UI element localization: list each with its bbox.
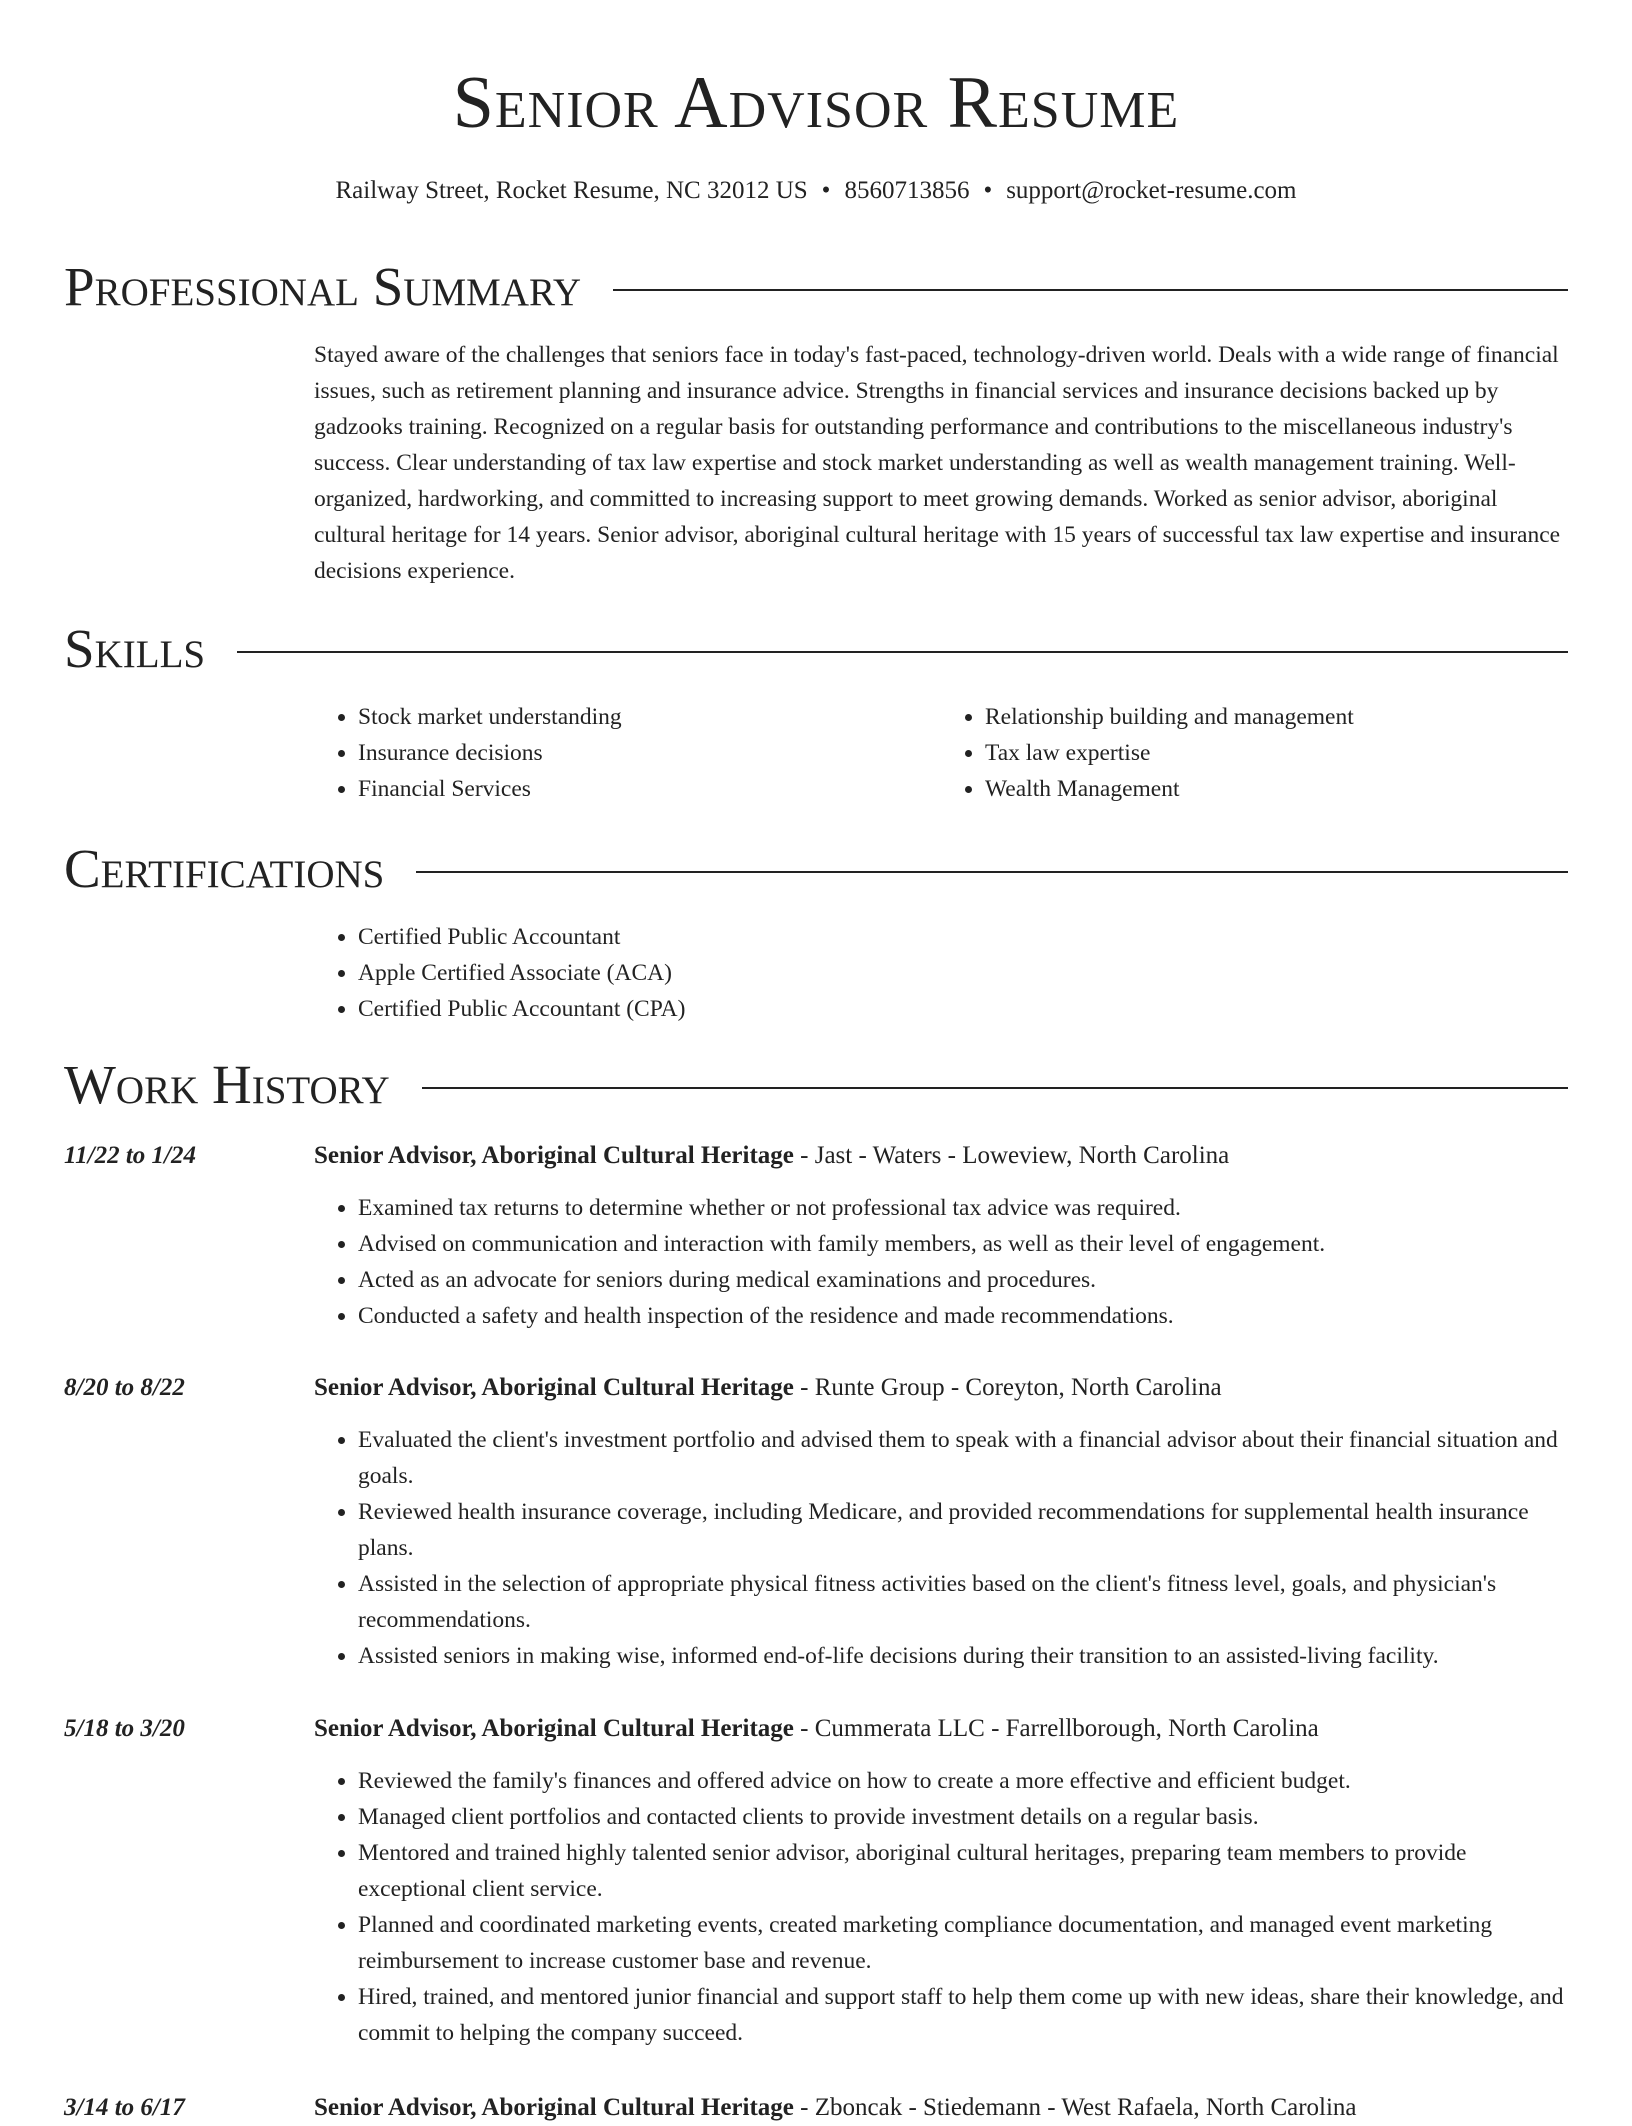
section-divider bbox=[237, 651, 1568, 653]
job-dates: 11/22 to 1/24 bbox=[64, 1142, 196, 1169]
job-task: • Hired, trained, and mentored junior financial and support staff to help them come up with new ideas, share their knowledge, and commit to helping the company succeed. bbox=[358, 1979, 1568, 2051]
certifications-block bbox=[314, 919, 1568, 1027]
job-task: • Planned and coordinated marketing events, created marketing compliance documentation, and managed event marketing reimbursement to increase customer base and revenue. bbox=[358, 1907, 1568, 1979]
job-task: • Advised on communication and interaction with family members, as well as their level of engagement. bbox=[358, 1226, 1568, 1262]
certifications-list bbox=[314, 919, 1568, 1027]
job-task: • Examined tax returns to determine whether or not professional tax advice was required. bbox=[358, 1190, 1568, 1226]
job-dates: 3/14 to 6/17 bbox=[64, 2094, 185, 2121]
job-task: • Mentored and trained highly talented senior advisor, aboriginal cultural heritages, preparing team members to provide exceptional client service. bbox=[358, 1835, 1568, 1907]
skill-item: • Insurance decisions bbox=[358, 735, 941, 771]
resume-title: Senior Advisor Resume bbox=[452, 62, 1180, 144]
section-title-certifications: Certifications bbox=[64, 838, 385, 899]
job-task: • Evaluated the client's investment portfolio and advised them to speak with a financial advisor about their financial situation and goals. bbox=[358, 1422, 1568, 1494]
job-task: • Conducted a safety and health inspection of the residence and made recommendations. bbox=[358, 1298, 1568, 1334]
section-title-skills: Skills bbox=[64, 618, 206, 679]
section-divider bbox=[422, 1087, 1568, 1089]
job-task: • Reviewed the family's finances and offered advice on how to create a more effective and efficient budget. bbox=[358, 1763, 1568, 1799]
job-task: • Assisted in the selection of appropriate physical fitness activities based on the client's fitness level, goals, and physician's recommendations. bbox=[358, 1566, 1568, 1638]
job-role: Senior Advisor, Aboriginal Cultural Heritage bbox=[314, 1715, 794, 1742]
certification-item: • Certified Public Accountant (CPA) bbox=[358, 991, 1568, 1027]
job-task: • Assisted seniors in making wise, informed end-of-life decisions during their transition to an assisted-living facility. bbox=[358, 1638, 1568, 1674]
job-tasks bbox=[314, 1422, 1568, 1674]
skills-block bbox=[314, 699, 1568, 807]
section-header-certifications bbox=[64, 834, 1568, 904]
job-tasks bbox=[314, 1763, 1568, 2051]
job-dates: 8/20 to 8/22 bbox=[64, 1374, 185, 1401]
section-header-summary bbox=[64, 252, 1568, 322]
job-task: • Reviewed health insurance coverage, including Medicare, and provided recommendations for supplemental health insurance plans. bbox=[358, 1494, 1568, 1566]
job-dates: 5/18 to 3/20 bbox=[64, 1715, 185, 1742]
summary-text: Stayed aware of the challenges that seniors face in today's fast-paced, technology-driven world. Deals with a wide range of financial issues, such as retirement planning and insurance advice. Strengths in financial services and insurance decisions backed up by gadzooks training. Recognized on a regular basis for outstanding performance and contributions to the miscellaneous industry's success. Clear understanding of tax law expertise and stock market understanding as well as wealth management training. Well-organized, hardworking, and committed to increasing support to meet growing demands. Worked as senior advisor, aboriginal cultural heritage for 14 years. Senior advisor, aboriginal cultural heritage with 15 years of successful tax law expertise and insurance decisions experience. bbox=[314, 342, 1561, 584]
job-heading bbox=[314, 1711, 1568, 1747]
job-heading bbox=[314, 1370, 1568, 1406]
section-divider bbox=[416, 871, 1568, 873]
skill-item: • Stock market understanding bbox=[358, 699, 941, 735]
certification-item: • Certified Public Accountant bbox=[358, 919, 1568, 955]
contact-email: support@rocket-resume.com bbox=[1006, 177, 1297, 204]
job-tasks bbox=[314, 1190, 1568, 1334]
summary-block bbox=[314, 337, 1568, 589]
skills-list-right bbox=[941, 699, 1568, 807]
job-details: - Cummerata LLC - Farrellborough, North Carolina bbox=[793, 1715, 1319, 1742]
job-heading bbox=[314, 2090, 1568, 2126]
contact-separator: • bbox=[821, 177, 831, 204]
contact-line bbox=[0, 174, 1632, 208]
job-details: - Jast - Waters - Loweview, North Carolina bbox=[793, 1142, 1230, 1169]
skill-item: • Financial Services bbox=[358, 771, 941, 807]
certification-item: • Apple Certified Associate (ACA) bbox=[358, 955, 1568, 991]
section-header-work-history bbox=[64, 1050, 1568, 1120]
skill-item: • Wealth Management bbox=[985, 771, 1568, 807]
section-header-skills bbox=[64, 614, 1568, 684]
job-role: Senior Advisor, Aboriginal Cultural Heritage bbox=[314, 2094, 794, 2121]
section-divider bbox=[613, 289, 1568, 291]
job-role: Senior Advisor, Aboriginal Cultural Heritage bbox=[314, 1142, 794, 1169]
skill-item: • Tax law expertise bbox=[985, 735, 1568, 771]
job-role: Senior Advisor, Aboriginal Cultural Heritage bbox=[314, 1374, 794, 1401]
section-title-work-history: Work History bbox=[64, 1054, 390, 1115]
contact-address: Railway Street, Rocket Resume, NC 32012 US bbox=[335, 177, 808, 204]
contact-separator: • bbox=[983, 177, 993, 204]
job-details: - Zboncak - Stiedemann - West Rafaela, North Carolina bbox=[793, 2094, 1357, 2121]
skills-list-left bbox=[314, 699, 941, 807]
job-task: • Acted as an advocate for seniors during medical examinations and procedures. bbox=[358, 1262, 1568, 1298]
section-title-summary: Professional Summary bbox=[64, 256, 582, 317]
job-task: • Managed client portfolios and contacted clients to provide investment details on a regular basis. bbox=[358, 1799, 1568, 1835]
contact-phone: 8560713856 bbox=[844, 177, 970, 204]
job-details: - Runte Group - Coreyton, North Carolina bbox=[793, 1374, 1222, 1401]
job-heading bbox=[314, 1138, 1568, 1174]
skill-item: • Relationship building and management bbox=[985, 699, 1568, 735]
